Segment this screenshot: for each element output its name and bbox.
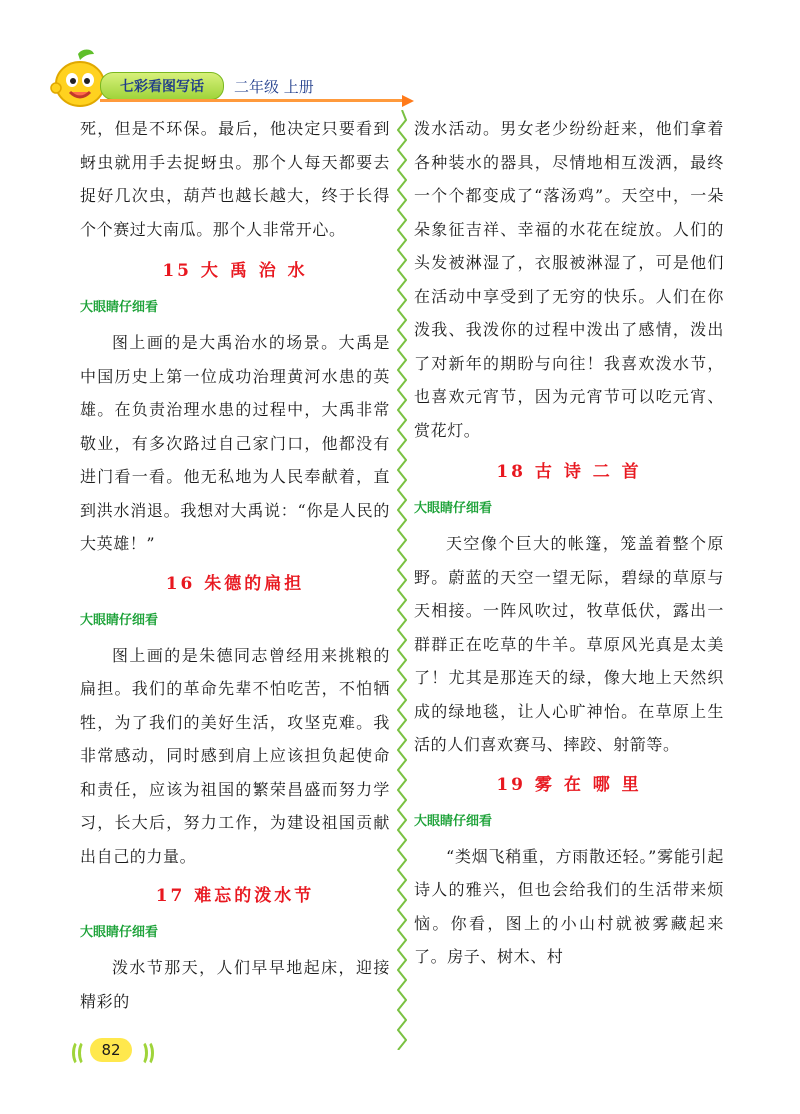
section-paragraph-17: 泼水节那天，人们早早地起床，迎接精彩的 [80, 958, 390, 1011]
section-title-19: 19 雾 在 哪 里 [496, 774, 642, 795]
header-arrow-icon [402, 95, 414, 107]
section-paragraph-16: 图上画的是朱德同志曾经用来挑粮的扁担。我们的革命先辈不怕吃苦，不怕牺牲，为了我们的美好生活，攻坚克难。我非常感动，同时感到肩上应该担负起使命和责任，应该为祖国的繁荣昌盛而努力学习，长大后，努力工作，为建设祖国贡献出自己的力量。 [80, 645, 390, 866]
page-header [0, 0, 800, 110]
series-title-badge [100, 72, 224, 100]
paragraph-continued: 死，但是不环保。最后，他决定只要看到蚜虫就用手去捉蚜虫。那个人每天都要去捉好几次虫，葫芦也越长越大，终于长得个个赛过大南瓜。那个人非常开心。 [80, 119, 390, 239]
section-paragraph-19: “类烟飞稍重，方雨散还轻。”雾能引起诗人的雅兴，但也会给我们的生活带来烦恼。你看，图上的小山村就被雾藏起来了。房子、树木、村 [414, 846, 724, 966]
paragraph-continued-right: 泼水活动。男女老少纷纷赶来，他们拿着各种装水的器具，尽情地相互泼洒，最终一个个都变成了“落汤鸡”。天空中，一朵朵象征吉祥、幸福的水花在绽放。人们的头发被淋湿了，衣服被淋湿了，可是他们在活动中享受到了无穷的快乐。人们在你泼我、我泼你的过程中泼出了感情，泼出了对新年的期盼与向往！我喜欢泼水节，也喜欢元宵节，因为元宵节可以吃元宵、赏花灯。 [414, 119, 724, 440]
series-title: 七彩看图写话 [120, 79, 204, 95]
section-title-17: 17 难忘的泼水节 [155, 886, 315, 906]
section-subhead-16: 大眼睛仔细看 [80, 612, 159, 628]
column-divider [397, 110, 407, 1050]
section-subhead-17: 大眼睛仔细看 [80, 925, 159, 940]
section-title-18: 18 古 诗 二 首 [496, 462, 642, 482]
page-number-text: 82 [101, 1041, 121, 1059]
left-column [80, 112, 390, 1018]
section-paragraph-15: 图上画的是大禹治水的场景。大禹是中国历史上第一位成功治理黄河水患的英雄。在负责治理水患的过程中，大禹非常敬业，有多次路过自己家门口，他都没有进门看一看。他无私地为人民奉献着，直到洪水消退。我想对大禹说：“你是人民的大英雄！” [80, 333, 390, 553]
section-title-15: 15 大 禹 治 水 [162, 261, 308, 281]
page-number [90, 1038, 132, 1062]
page-footer [72, 1036, 192, 1064]
right-arc-icon [140, 1040, 154, 1066]
section-title-16: 16 朱德的扁担 [165, 573, 305, 594]
right-column [414, 112, 724, 974]
grade-label: 二年级 上册 [234, 78, 314, 96]
section-subhead-18: 大眼睛仔细看 [414, 501, 493, 516]
section-subhead-15: 大眼睛仔细看 [80, 300, 159, 315]
header-rule [100, 99, 410, 102]
section-subhead-19: 大眼睛仔细看 [414, 813, 493, 829]
section-paragraph-18: 天空像个巨大的帐篷，笼盖着整个原野。蔚蓝的天空一望无际，碧绿的草原与天相接。一阵风吹过，牧草低伏，露出一群群正在吃草的牛羊。草原风光真是太美了！尤其是那连天的绿，像大地上天然织成的绿地毯，让人心旷神怡。在草原上生活的人们喜欢赛马、摔跤、射箭等。 [414, 534, 724, 754]
